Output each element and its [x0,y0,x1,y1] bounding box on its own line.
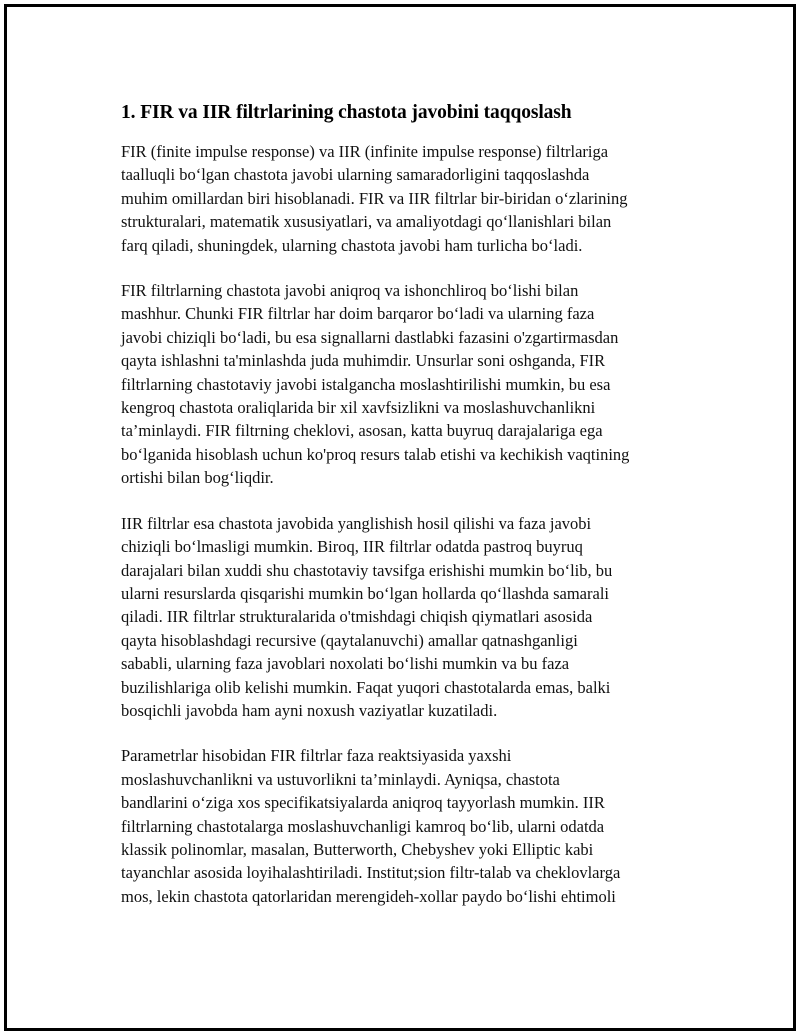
text-line: farq qiladi, shuningdek, ularning chastota javobi ham turlicha bo‘ladi. [121,235,583,255]
document-body [121,100,701,930]
text-line: darajalari bilan xuddi shu chastotaviy tavsifga erishishi mumkin bo‘lib, bu [121,560,613,580]
text-line: filtrlarning chastotaviy javobi istalgancha moslashtirilishi mumkin, bu esa [121,374,611,394]
paragraph-3 [121,512,701,723]
paragraph-4 [121,744,701,908]
paragraph-2 [121,279,701,490]
text-line: ularni resurslarda qisqarishi mumkin bo‘lgan hollarda qo‘llashda samarali [121,583,609,603]
text-line: javobi chiziqli bo‘ladi, bu esa signallarni dastlabki fazasini o'zgartirmasdan [121,327,619,347]
text-line: bandlarini o‘ziga xos specifikatsiyalarda aniqroq tayyorlash mumkin. IIR [121,793,605,813]
text-line: moslashuvchanlikni va ustuvorlikni ta’minlaydi. Ayniqsa, chastota [121,769,560,789]
page-frame [4,4,796,1031]
text-line: mashhur. Chunki FIR filtrlar har doim barqaror bo‘ladi va ularning faza [121,304,595,324]
text-line: Parametrlar hisobidan FIR filtrlar faza reaktsiyasida yaxshi [121,746,512,766]
text-line: taalluqli bo‘lgan chastota javobi ularning samaradorligini taqqoslashda [121,165,590,185]
text-line: qayta hisoblashdagi recursive (qaytalanuvchi) amallar qatnashganligi [121,630,578,650]
text-line: qayta ishlashni ta'minlashda juda muhimdir. Unsurlar soni oshganda, FIR [121,351,606,371]
text-line: FIR (finite impulse response) va IIR (infinite impulse response) filtrlariga [121,142,609,161]
text-line: qiladi. IIR filtrlar strukturalarida o'tmishdagi chiqish qiymatlari asosida [121,607,593,627]
text-line: sababli, ularning faza javoblari noxolati bo‘lishi mumkin va bu faza [121,654,570,674]
text-line: bo‘lganida hisoblash uchun ko'proq resurs talab etishi va kechikish vaqtining [121,444,630,464]
text-line: tayanchlar asosida loyihalashtiriladi. Institut;sion filtr-talab va cheklovlarga [121,863,621,883]
text-line: buzilishlariga olib kelishi mumkin. Faqat yuqori chastotalarda emas, balki [121,677,611,697]
text-line: filtrlarning chastotalarga moslashuvchanligi kamroq bo‘lib, ularni odatda [121,816,605,836]
text-line: mos, lekin chastota qatorlaridan merengideh-xollar paydo bo‘lishi ehtimoli [121,886,616,906]
paragraph-1 [121,140,701,257]
text-line: klassik polinomlar, masalan, Butterworth, Chebyshev yoki Elliptic kabi [121,839,594,859]
text-line: strukturalari, matematik xususiyatlari, va amaliyotdagi qo‘llanishlari bilan [121,212,612,232]
text-line: ta’minlaydi. FIR filtrning cheklovi, asosan, katta buyruq darajalariga ega [121,421,603,441]
text-line: chiziqli bo‘lmasligi mumkin. Biroq, IIR filtrlar odatda pastroq buyruq [121,537,583,557]
text-line: FIR filtrlarning chastota javobi aniqroq va ishonchliroq bo‘lishi bilan [121,281,579,301]
section-heading: 1. FIR va IIR filtrlarining chastota javobini taqqoslash [121,102,572,123]
text-line: muhim omillardan biri hisoblanadi. FIR va IIR filtrlar bir-biridan o‘zlarining [121,188,628,208]
text-line: IIR filtrlar esa chastota javobida yanglishish hosil qilishi va faza javobi [121,513,592,533]
text-line: ortishi bilan bog‘liqdir. [121,468,274,488]
text-line: bosqichli javobda ham ayni noxush vaziyatlar kuzatiladi. [121,700,498,720]
text-line: kengroq chastota oraliqlarida bir xil xavfsizlikni va moslashuvchanlikni [121,398,596,418]
